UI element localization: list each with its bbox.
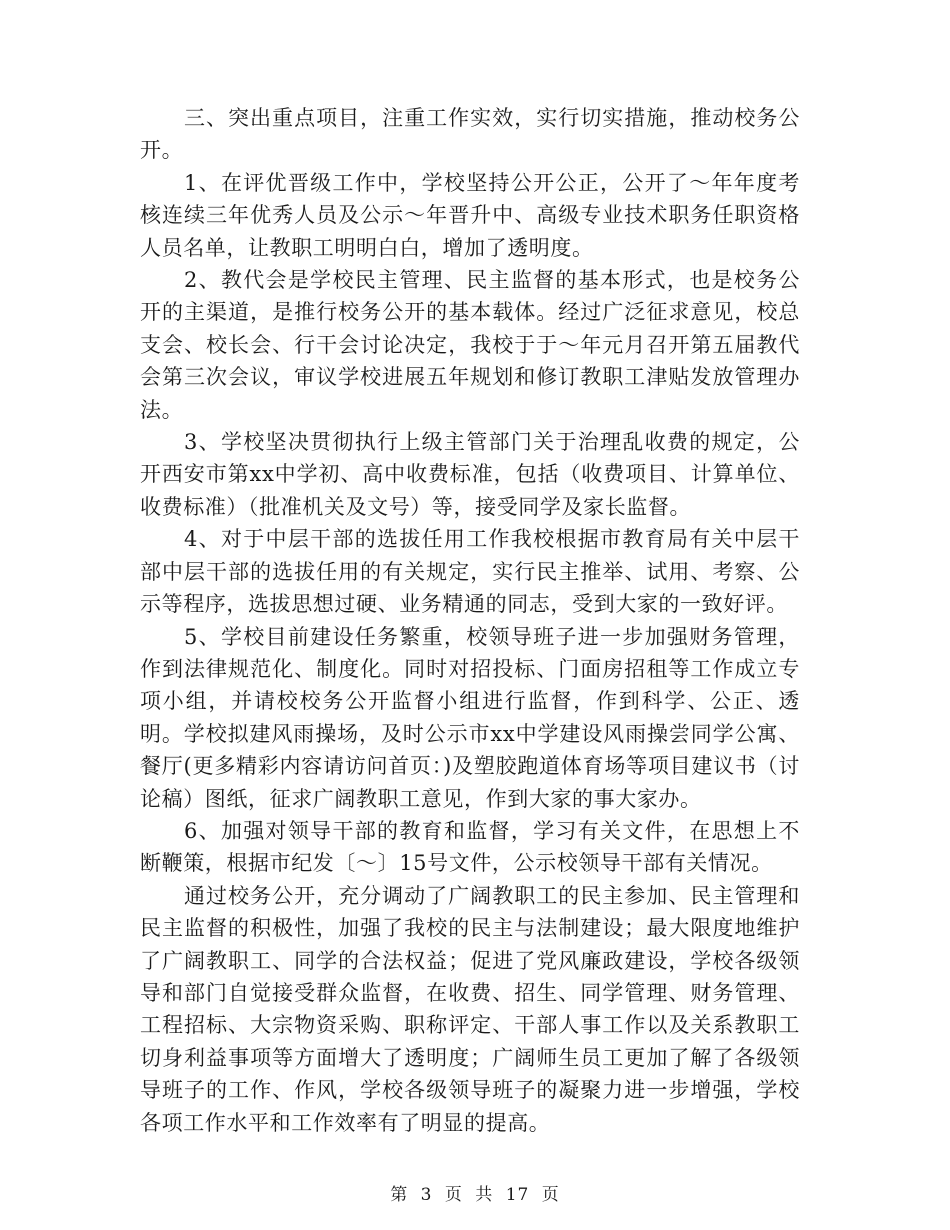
paragraph-item-1: 1、在评优晋级工作中，学校坚持公开公正，公开了～年年度考核连续三年优秀人员及公示～年晋升中、高级专业技术职务任职资格人员名单，让教职工明明白白，增加了透明度。 <box>140 170 800 260</box>
footer-page-word: 页 <box>444 1185 463 1205</box>
footer-total-pages: 17 <box>505 1185 530 1205</box>
paragraph-item-4: 4、对于中层干部的选拔任用工作我校根据市教育局有关中层干部中层干部的选拔任用的有关规定，实行民主推举、试用、考察、公示等程序，选拔思想过硬、业务精通的同志，受到大家的一致好评。 <box>140 527 800 617</box>
paragraph-item-3: 3、学校坚决贯彻执行上级主管部门关于治理乱收费的规定，公开西安市第xx中学初、高中收费标准，包括（收费项目、计算单位、收费标准）（批准机关及文号）等，接受同学及家长监督。 <box>140 430 800 519</box>
footer-prefix: 第 <box>390 1185 409 1205</box>
footer-suffix: 页 <box>541 1185 560 1205</box>
document-body <box>140 102 800 1139</box>
footer-current-page: 3 <box>420 1185 433 1205</box>
paragraph-item-5: 5、学校目前建设任务繁重，校领导班子进一步加强财务管理，作到法律规范化、制度化。同时对招投标、门面房招租等工作成立专项小组，并请校校务公开监督小组进行监督，作到科学、公正、透明。学校拟建风雨操场，及时公示市xx中学建设风雨操尝同学公寓、餐厅(更多精彩内容请访问首页：)及塑胶跑道体育场等项目建议书（讨论稿）图纸，征求广阔教职工意见，作到大家的事大家办。 <box>140 624 800 811</box>
page-footer <box>0 1180 950 1205</box>
footer-total-word: 共 <box>475 1185 494 1205</box>
paragraph-item-2: 2、教代会是学校民主管理、民主监督的基本形式，也是校务公开的主渠道，是推行校务公开的基本载体。经过广泛征求意见，校总支会、校长会、行干会讨论决定，我校于于～年元月召开第五届教代会第三次会议，审议学校进展五年规划和修订教职工津贴发放管理办法。 <box>140 268 800 422</box>
paragraph-item-6: 6、加强对领导干部的教育和监督，学习有关文件，在思想上不断鞭策，根据市纪发〔～〕15号文件，公示校领导干部有关情况。 <box>140 818 800 876</box>
paragraph-section-heading: 三、突出重点项目，注重工作实效，实行切实措施，推动校务公开。 <box>140 106 800 163</box>
paragraph-summary: 通过校务公开，充分调动了广阔教职工的民主参加、民主管理和民主监督的积极性，加强了我校的民主与法制建设；最大限度地维护了广阔教职工、同学的合法权益；促进了党风廉政建设，学校各级领导和部门自觉接受群众监督，在收费、招生、同学管理、财务管理、工程招标、大宗物资采购、职称评定、干部人事工作以及关系教职工切身利益事项等方面增大了透明度；广阔师生员工更加了解了各级领导班子的工作、作风，学校各级领导班子的凝聚力进一步增强，学校各项工作水平和工作效率有了明显的提高。 <box>140 883 800 1135</box>
